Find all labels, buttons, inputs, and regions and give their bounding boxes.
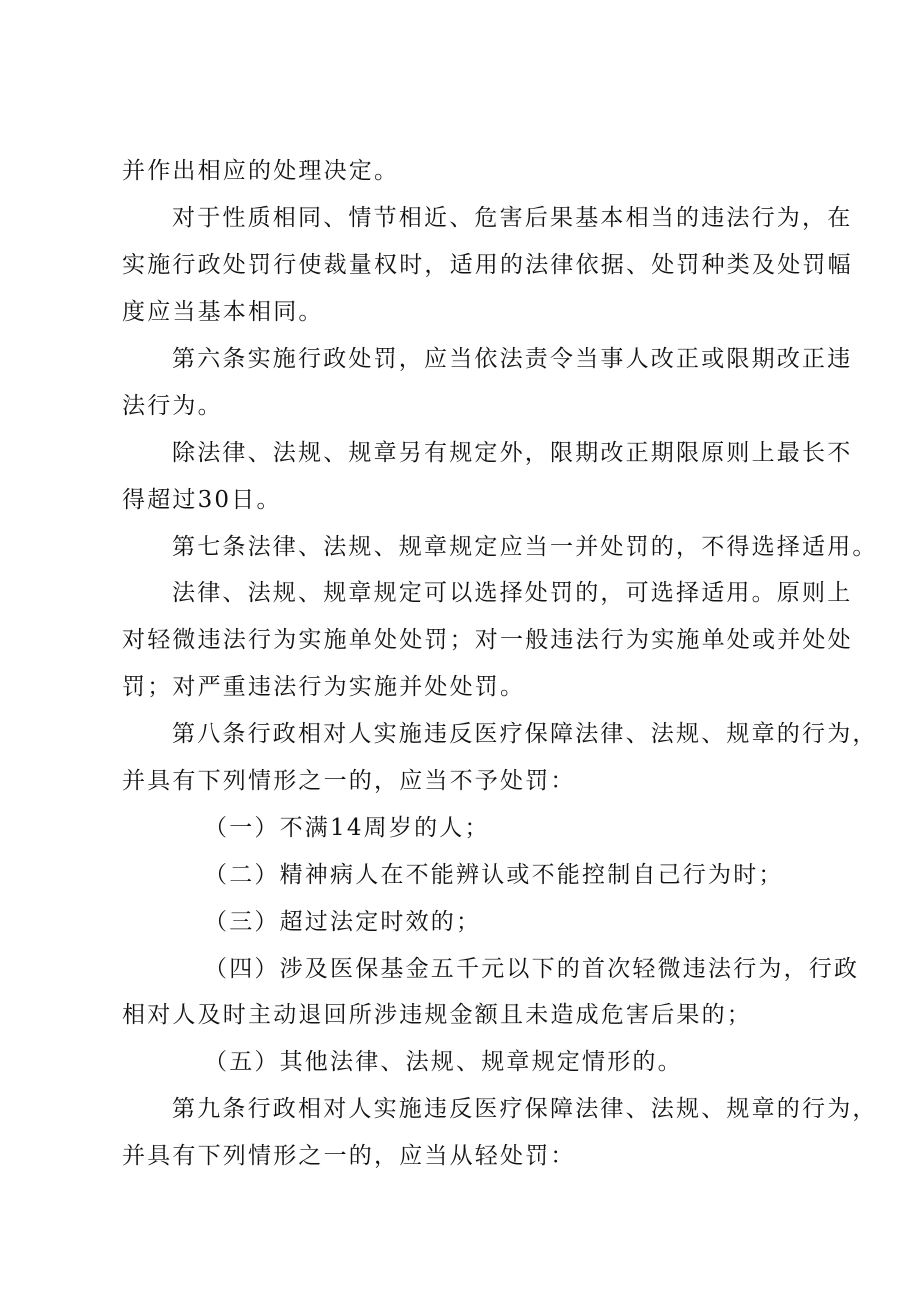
text-line: 得超过30日。 [122,487,282,513]
text-line: 第七条法律、法规、规章规定应当一并处罚的，不得选择适用。 [172,534,878,560]
text-line: 对于性质相同、情节相近、危害后果基本相当的违法行为，在 [172,205,853,231]
text-line: 法律、法规、规章规定可以选择处罚的，可选择适用。原则上 [172,580,853,606]
text-line: 实施行政处罚行使裁量权时，适用的法律依据、处罚种类及处罚幅 [122,252,853,278]
text-line: 第六条实施行政处罚，应当依法责令当事人改正或限期改正违 [172,346,853,372]
text-line: 罚；对严重违法行为实施并处处罚。 [122,674,526,700]
text-line: 第九条行政相对人实施违反医疗保障法律、法规、规章的行为， [172,1096,878,1122]
list-item: （二）精神病人在不能辨认或不能控制自己行为时； [204,862,784,888]
list-item: （四）涉及医保基金五千元以下的首次轻微违法行为，行政 [204,956,860,982]
text-line: 并具有下列情形之一的，应当从轻处罚： [122,1143,576,1169]
list-item: （五）其他法律、法规、规章规定情形的。 [204,1049,683,1075]
list-item: （三）超过法定时效的； [204,909,482,935]
text-line: 并作出相应的处理决定。 [122,158,400,184]
list-item: （一）不满14周岁的人； [204,815,490,841]
text-line: 相对人及时主动退回所涉违规金额且未造成危害后果的； [122,1002,752,1028]
text-line: 并具有下列情形之一的，应当不予处罚： [122,768,576,794]
text-line: 对轻微违法行为实施单处处罚；对一般违法行为实施单处或并处处 [122,627,853,653]
text-line: 度应当基本相同。 [122,299,324,325]
text-line: 除法律、法规、规章另有规定外，限期改正期限原则上最长不 [172,440,853,466]
text-line: 第八条行政相对人实施违反医疗保障法律、法规、规章的行为， [172,721,878,747]
text-line: 法行为。 [122,393,223,419]
